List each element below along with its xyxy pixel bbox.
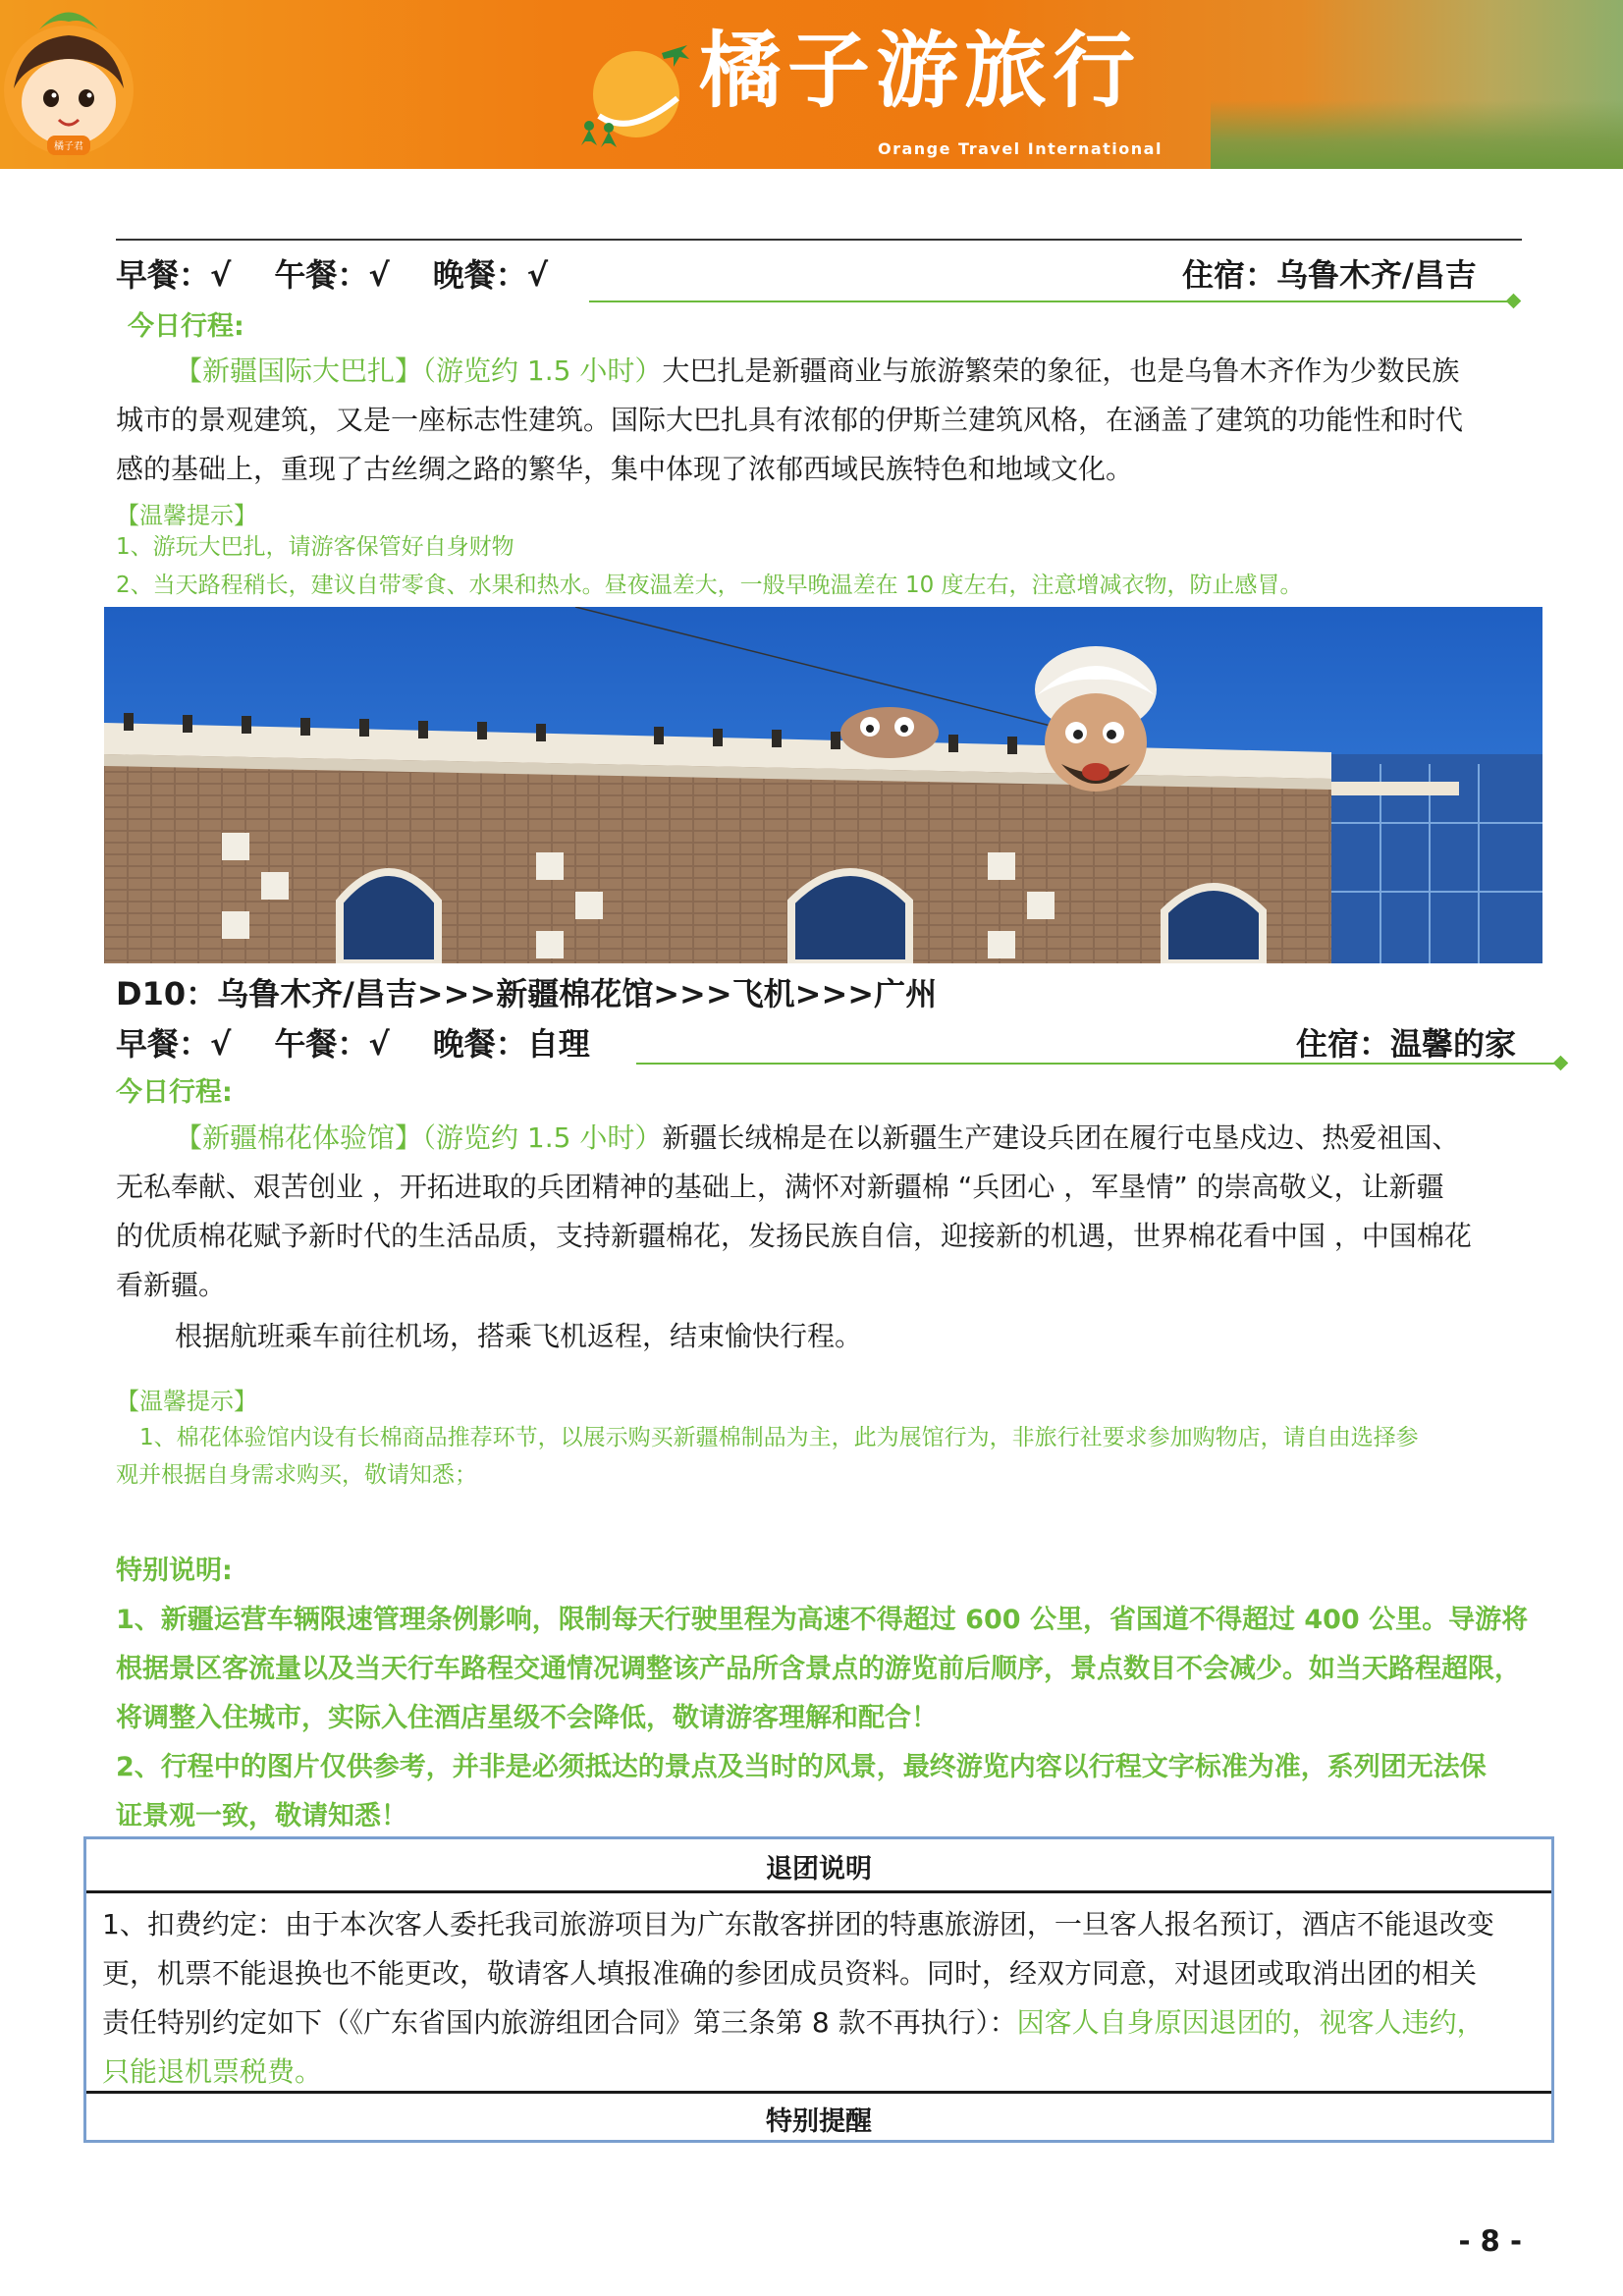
refund-notice-title: 退团说明 [766,1854,872,1885]
day10-tip-line2: 观并根据自身需求购买，敬请知悉； [116,1462,477,1488]
grassland-backdrop [1211,100,1623,169]
day9-tip-2: 2、当天路程稍长，建议自带零食、水果和热水。昼夜温差大，一般早晚温差在 10 度左右，注意增减衣物，防止感冒。 [116,573,1303,598]
special-line2: 根据景区客流量以及当天行车路程交通情况调整该产品所含景点的游览前后顺序，景点数目不会减少。如当天路程超限， [116,1654,1521,1684]
day10-title: D10：乌鲁木齐/昌吉>>>新疆棉花馆>>>飞机>>>广州 [116,975,938,1012]
refund-notice-box [83,1836,1554,2143]
notice-line3: 责任特别约定如下（《广东省国内旅游组团合同》第三条第 8 款不再执行）：因客人自身原因退团的，视客人违约， [102,2006,1485,2039]
notice-line4: 只能退机票税费。 [102,2055,323,2088]
notice-line2: 更，机票不能退换也不能更改，敬请客人填报准确的参团成员资料。同时，经双方同意，对退团或取消出团的相关 [102,1957,1478,1990]
orange-sun-logo-icon [571,39,689,157]
notice-line1: 1、扣费约定：由于本次客人委托我司旅游项目为广东散客拼团的特惠旅游团，一旦客人报名预订，酒店不能退改变 [102,1908,1494,1941]
special-line1: 1、新疆运营车辆限速管理条例影响，限制每天行驶里程为高速不得超过 600 公里，省国道不得超过 400 公里。导游将 [116,1605,1529,1635]
day10-lodging: 住宿：温馨的家 [1296,1025,1517,1063]
day10-spot-name: 【新疆棉花体验馆】 [175,1121,423,1154]
day9-tips-title: 【温馨提示】 [116,502,257,529]
day9-spot-name: 【新疆国际大巴扎】 [175,355,423,387]
day9-desc-line1: 【新疆国际大巴扎】（游览约 1.5 小时）大巴扎是新疆商业与旅游繁荣的象征，也是乌鲁木齐作为少数民族 [175,355,1460,387]
day10-tip-line1: 1、棉花体验馆内设有长棉商品推荐环节，以展示购买新疆棉制品为主，此为展馆行为，非旅行社要求参加购物店，请自由选择参 [139,1425,1419,1450]
brand-title: 橘子游旅行 [699,23,1142,119]
day10-tips-title: 【温馨提示】 [116,1388,257,1415]
grand-bazaar-photo [104,607,1542,963]
lunch-label: 午餐：√ [274,256,390,294]
special-line3: 将调整入住城市，实际入住酒店星级不会降低，敬请游客理解和配合！ [116,1703,938,1733]
special-line4: 2、行程中的图片仅供参考，并非是必须抵达的景点及当时的风景，最终游览内容以行程文字标准为准，系列团无法保 [116,1752,1487,1782]
dinner-label: 晚餐：√ [432,256,549,294]
header-banner [0,0,1623,169]
day9-lodging: 住宿：乌鲁木齐/昌吉 [1182,256,1477,294]
day9-desc-line3: 感的基础上，重现了古丝绸之路的繁华，集中体现了浓郁西域民族特色和地域文化。 [116,453,1134,485]
page-number: - 8 - [1458,2224,1522,2258]
breakfast-label: 早餐：√ [116,256,232,294]
day10-rule-diamond [1553,1056,1569,1071]
notice-divider-bottom [86,2091,1551,2094]
day9-today-label: 今日行程: [128,311,244,342]
day10-spot-duration: （游览约 1.5 小时） [422,1121,663,1154]
dinner-label: 晚餐：自理 [432,1025,590,1063]
special-line5: 证景观一致，敬请知悉！ [116,1801,407,1831]
top-divider [116,239,1522,241]
day9-lodging-rule [589,301,1512,302]
special-label: 特别说明: [116,1556,233,1586]
day10-desc-line3: 的优质棉花赋予新时代的生活品质，支持新疆棉花，发扬民族自信，迎接新的机遇，世界棉花看中国 ，中国棉花 [116,1220,1472,1252]
day10-today-label: 今日行程: [116,1077,233,1108]
day9-tip-1: 1、游玩大巴扎，请游客保管好自身财物 [116,534,514,560]
breakfast-label: 早餐：√ [116,1025,232,1063]
day10-desc-line4: 看新疆。 [116,1269,227,1301]
brand-subtitle: Orange Travel International [878,139,1163,158]
day10-desc-line2: 无私奉献、艰苦创业 ，开拓进取的兵团精神的基础上，满怀对新疆棉 “兵团心 ，军垦情” 的崇高敬义，让新疆 [116,1171,1444,1203]
special-reminder-title: 特别提醒 [766,2106,872,2137]
svg-text:橘子君: 橘子君 [54,141,83,152]
day10-return-text: 根据航班乘车前往机场，搭乘飞机返程，结束愉快行程。 [175,1320,863,1352]
notice-divider-top [86,1890,1551,1893]
refund-notice-content [102,1900,1540,2097]
day10-lodging-rule [636,1063,1559,1065]
day10-desc-line1: 【新疆棉花体验馆】（游览约 1.5 小时）新疆长绒棉是在以新疆生产建设兵团在履行屯垦戍边、热爱祖国、 [175,1121,1460,1154]
orange-mascot-icon [0,0,137,169]
day9-desc-line2: 城市的景观建筑，又是一座标志性建筑。国际大巴扎具有浓郁的伊斯兰建筑风格，在涵盖了建筑的功能性和时代 [116,404,1464,436]
day9-spot-duration: （游览约 1.5 小时） [422,355,663,387]
lunch-label: 午餐：√ [274,1025,390,1063]
